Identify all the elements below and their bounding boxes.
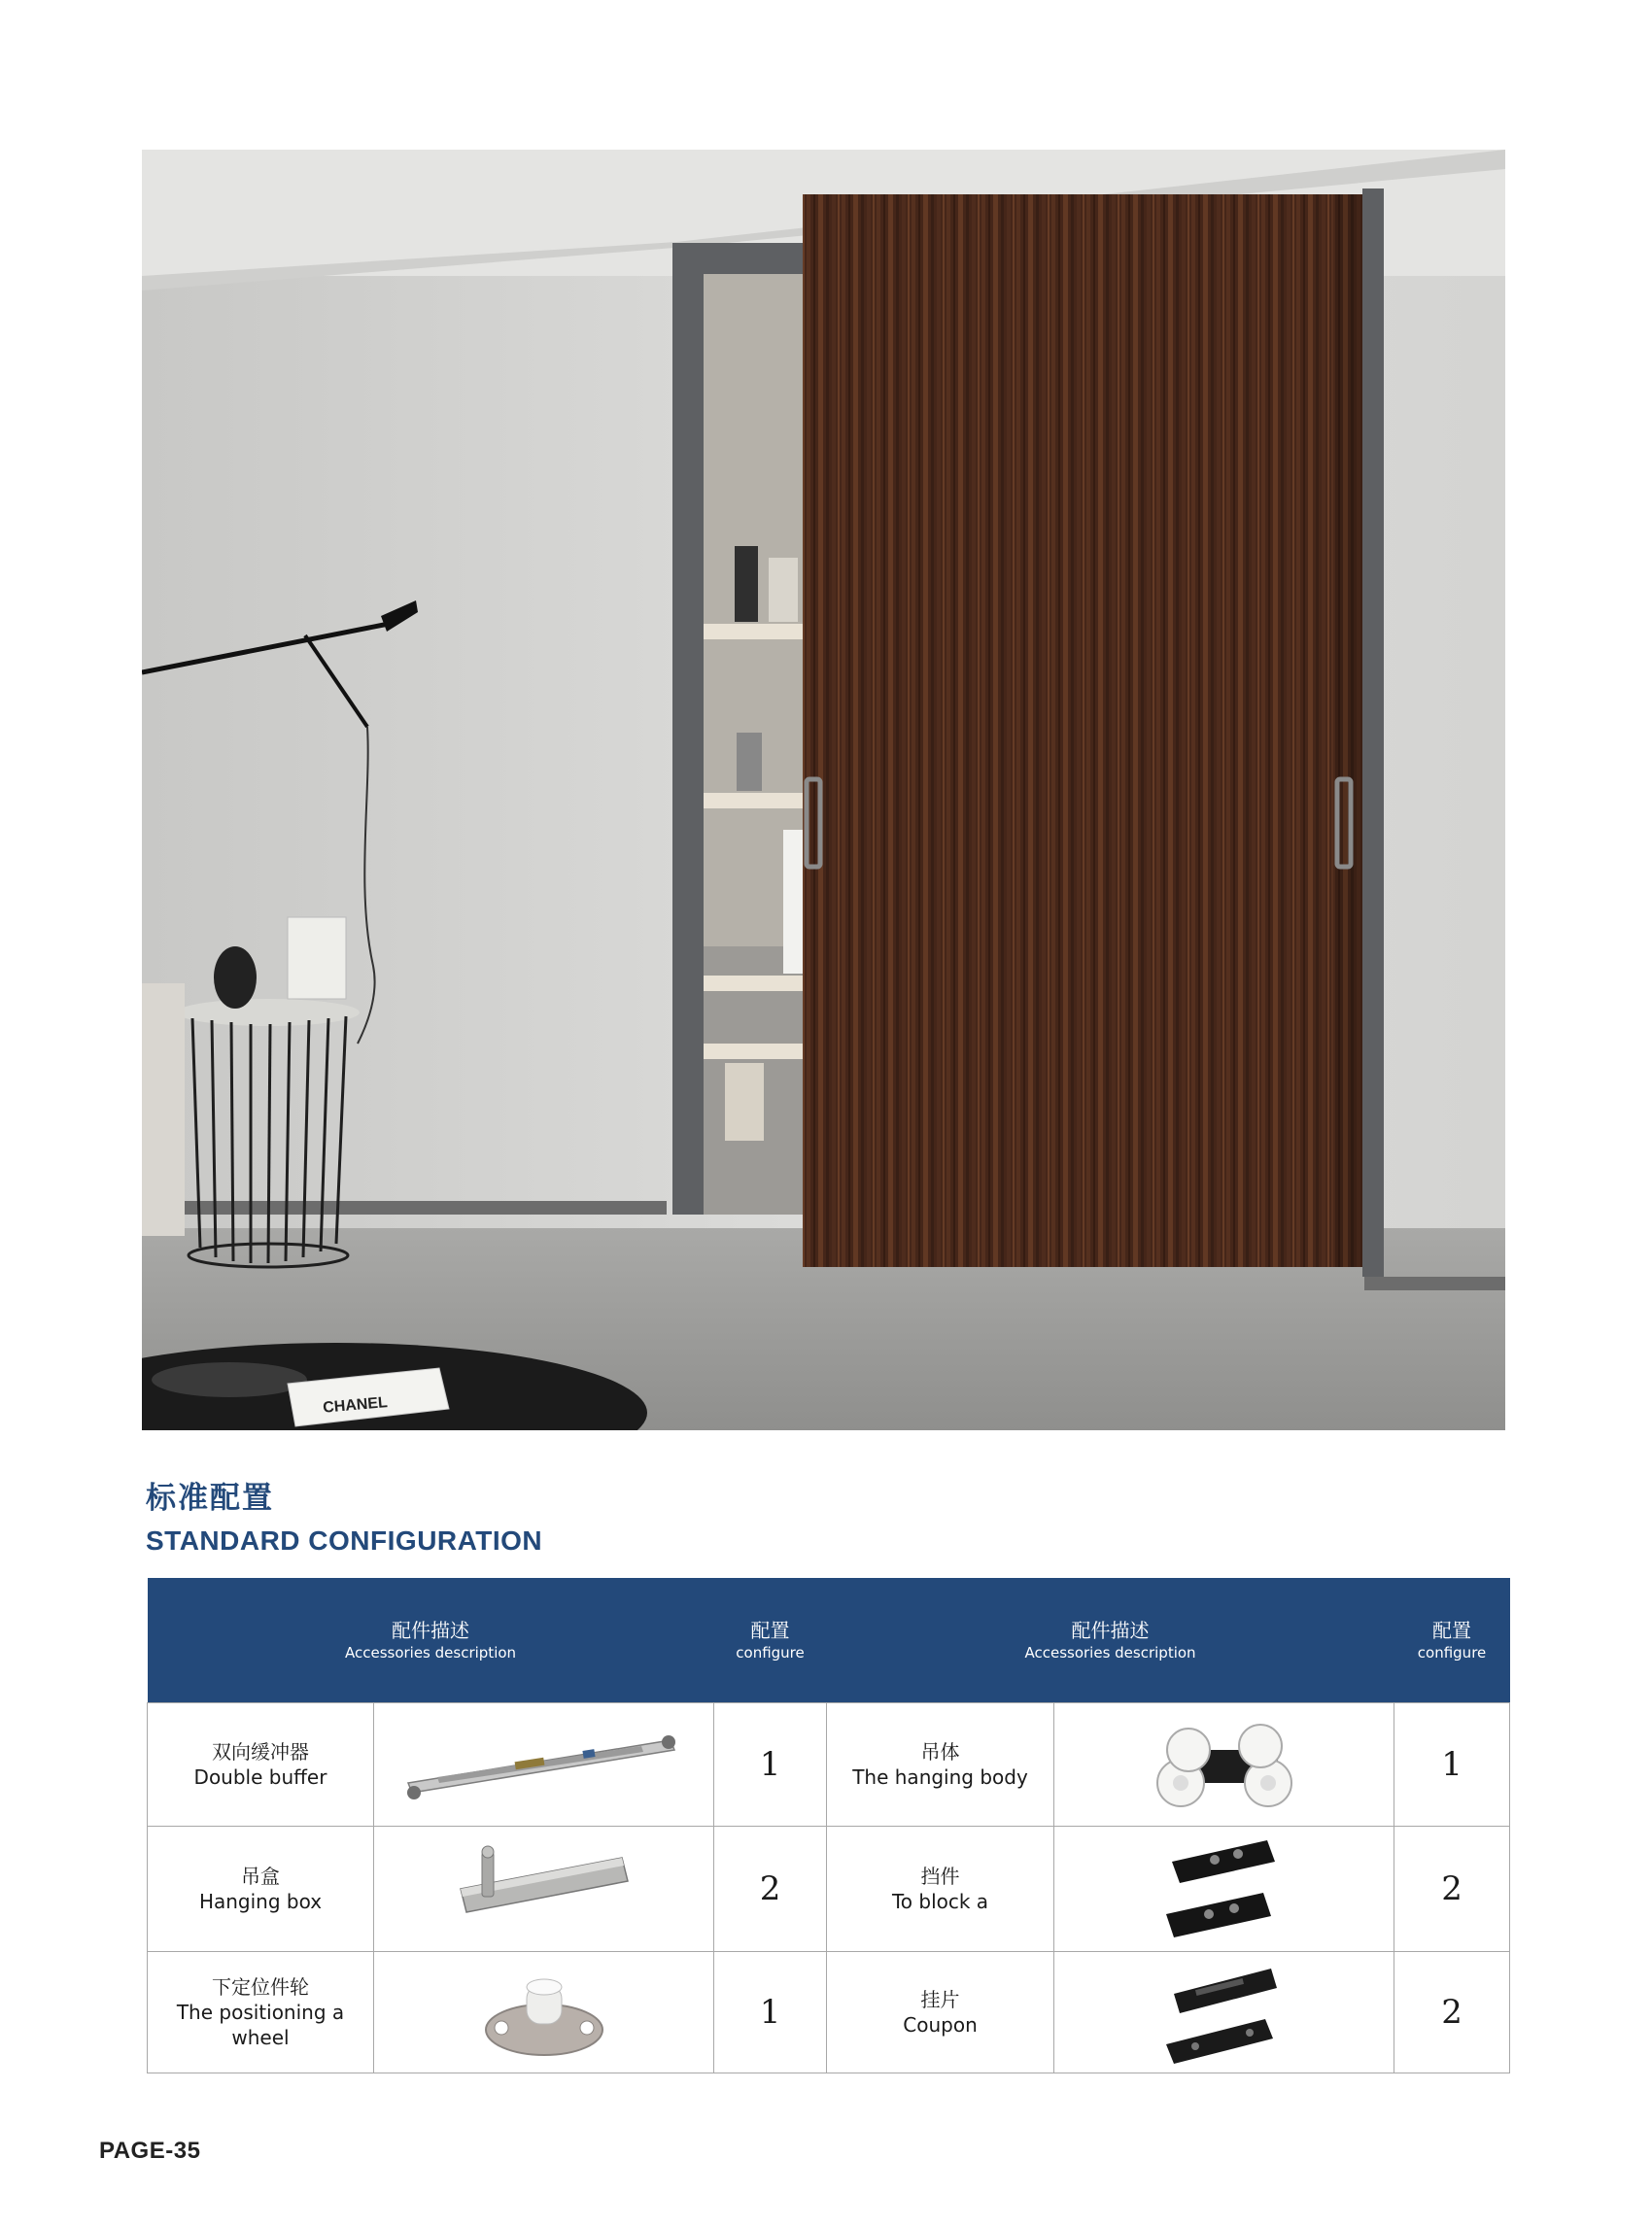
part-description: 吊体 The hanging body — [827, 1703, 1054, 1827]
table-row — [148, 1952, 1510, 2073]
configuration-table — [147, 1578, 1510, 2073]
double-buffer-icon — [374, 1703, 714, 1827]
part-quantity: 2 — [1394, 1952, 1510, 2073]
page-number: PAGE-35 — [99, 2138, 201, 2164]
section-title-en: STANDARD CONFIGURATION — [146, 1525, 543, 1556]
book-label: CHANEL — [322, 1394, 389, 1417]
header-configure-right: 配置 configure — [1394, 1578, 1510, 1703]
part-quantity: 2 — [1394, 1827, 1510, 1952]
part-quantity: 1 — [714, 1952, 827, 2073]
header-accessories-left: 配件描述 Accessories description — [148, 1578, 714, 1703]
part-description: 挂片 Coupon — [827, 1952, 1054, 2073]
hanging-box-icon — [374, 1827, 714, 1952]
part-description: 吊盒 Hanging box — [148, 1827, 374, 1952]
coupon-icon — [1054, 1952, 1394, 2073]
part-quantity: 1 — [714, 1703, 827, 1827]
section-title-cn: 标准配置 — [146, 1481, 274, 1516]
positioning-wheel-icon — [374, 1952, 714, 2073]
part-description: 下定位件轮 The positioning a wheel — [148, 1952, 374, 2073]
part-description: 双向缓冲器 Double buffer — [148, 1703, 374, 1827]
table-row — [148, 1827, 1510, 1952]
block-icon — [1054, 1827, 1394, 1952]
header-configure-left: 配置 configure — [714, 1578, 827, 1703]
part-quantity: 1 — [1394, 1703, 1510, 1827]
header-accessories-right: 配件描述 Accessories description — [827, 1578, 1394, 1703]
sliding-door-photo — [142, 150, 1505, 1430]
table-header-row — [148, 1578, 1510, 1703]
table-row — [148, 1703, 1510, 1827]
part-quantity: 2 — [714, 1827, 827, 1952]
hanging-body-icon — [1054, 1703, 1394, 1827]
part-description: 挡件 To block a — [827, 1827, 1054, 1952]
